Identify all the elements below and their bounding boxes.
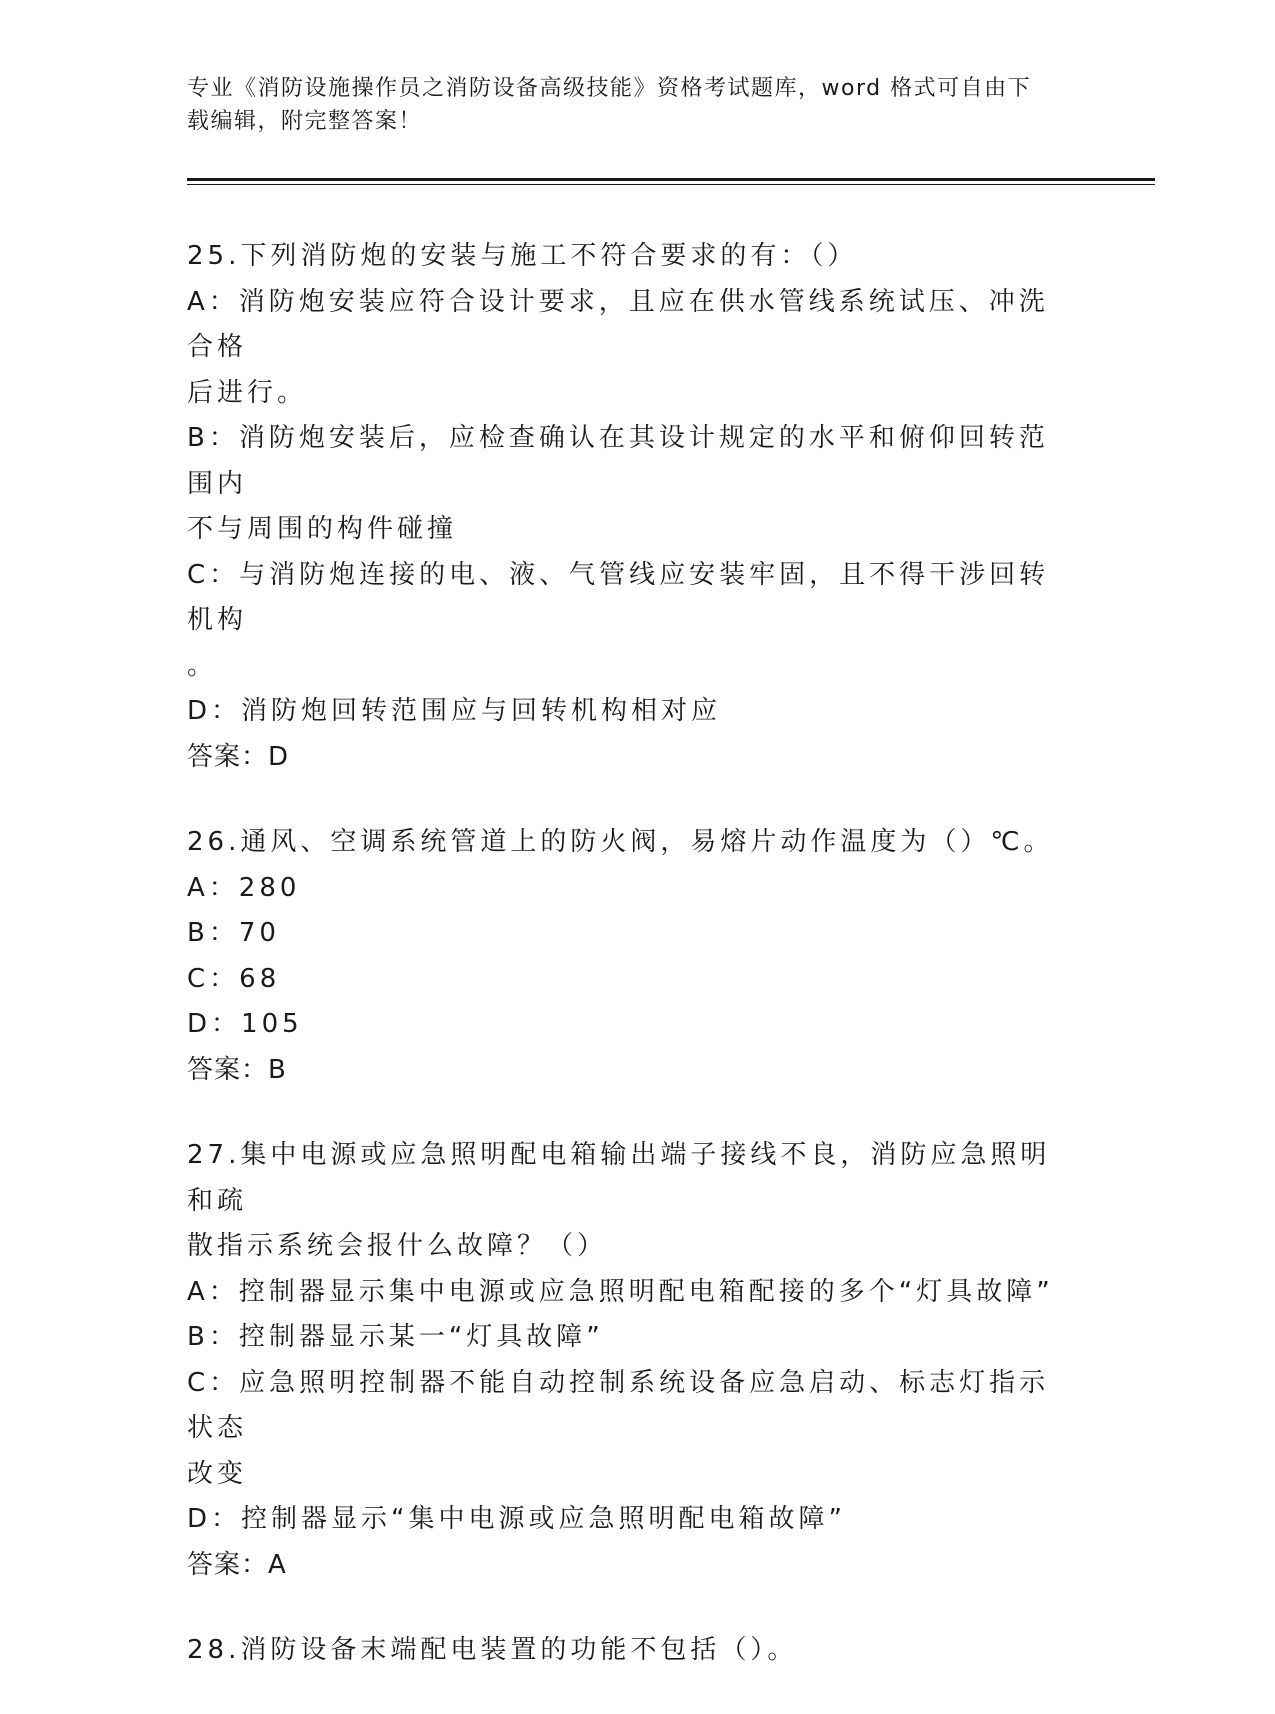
question-28 [187, 1628, 1077, 1674]
question-stem: 27.集中电源或应急照明配电箱输出端子接线不良，消防应急照明和疏 [187, 1140, 1051, 1216]
option-b: B：控制器显示某一“灯具故障” [187, 1322, 604, 1352]
answer-label: 答案：D [187, 741, 290, 772]
question-stem: 26.通风、空调系统管道上的防火阀，易熔片动作温度为（）℃。 [187, 827, 1054, 857]
option-d: D：105 [187, 1009, 303, 1039]
option-line: 改变 [187, 1458, 248, 1489]
option-line: C：应急照明控制器不能自动控制系统设备应急启动、标志灯指示状态 [187, 1367, 1050, 1443]
question-26 [187, 820, 1077, 1093]
option-line: D：消防炮回转范围应与回转机构相对应 [187, 696, 722, 726]
question-25 [187, 234, 1077, 780]
header-line-2: 载编辑，附完整答案！ [187, 109, 423, 134]
option-c: C：68 [187, 963, 281, 994]
header-rule-thin [187, 184, 1155, 185]
question-stem: 28.消防设备末端配电装置的功能不包括（）。 [187, 1635, 798, 1665]
option-line: B：消防炮安装后，应检查确认在其设计规定的水平和俯仰回转范围内 [187, 423, 1049, 499]
option-b [187, 416, 1077, 553]
header-rule-thick [187, 178, 1155, 181]
option-d: D：控制器显示“集中电源或应急照明配电箱故障” [187, 1504, 846, 1534]
option-line: A：消防炮安装应符合设计要求，且应在供水管线系统试压、冲洗合格 [187, 286, 1049, 362]
option-line: 。 [187, 650, 218, 681]
header-line-1: 专业《消防设施操作员之消防设备高级技能》资格考试题库，word 格式可自由下 [187, 76, 1032, 101]
option-d [187, 689, 1077, 735]
document-header [187, 72, 1067, 138]
answer-label: 答案：A [187, 1549, 287, 1580]
option-a: A：控制器显示集中电源或应急照明配电箱配接的多个“灯具故障” [187, 1276, 1054, 1307]
option-b: B：70 [187, 918, 280, 948]
question-stem: 散指示系统会报什么故障？（） [187, 1231, 608, 1261]
option-a [187, 280, 1077, 417]
answer-label: 答案：B [187, 1054, 287, 1085]
option-c [187, 1361, 1077, 1498]
question-27 [187, 1133, 1077, 1588]
option-line: 后进行。 [187, 377, 308, 408]
question-list [187, 234, 1077, 1714]
option-line: C：与消防炮连接的电、液、气管线应安装牢固，且不得干涉回转机构 [187, 559, 1050, 635]
option-a: A：280 [187, 872, 301, 903]
option-c [187, 553, 1077, 690]
question-stem: 25.下列消防炮的安装与施工不符合要求的有：（） [187, 241, 858, 271]
option-line: 不与周围的构件碰撞 [187, 514, 458, 544]
